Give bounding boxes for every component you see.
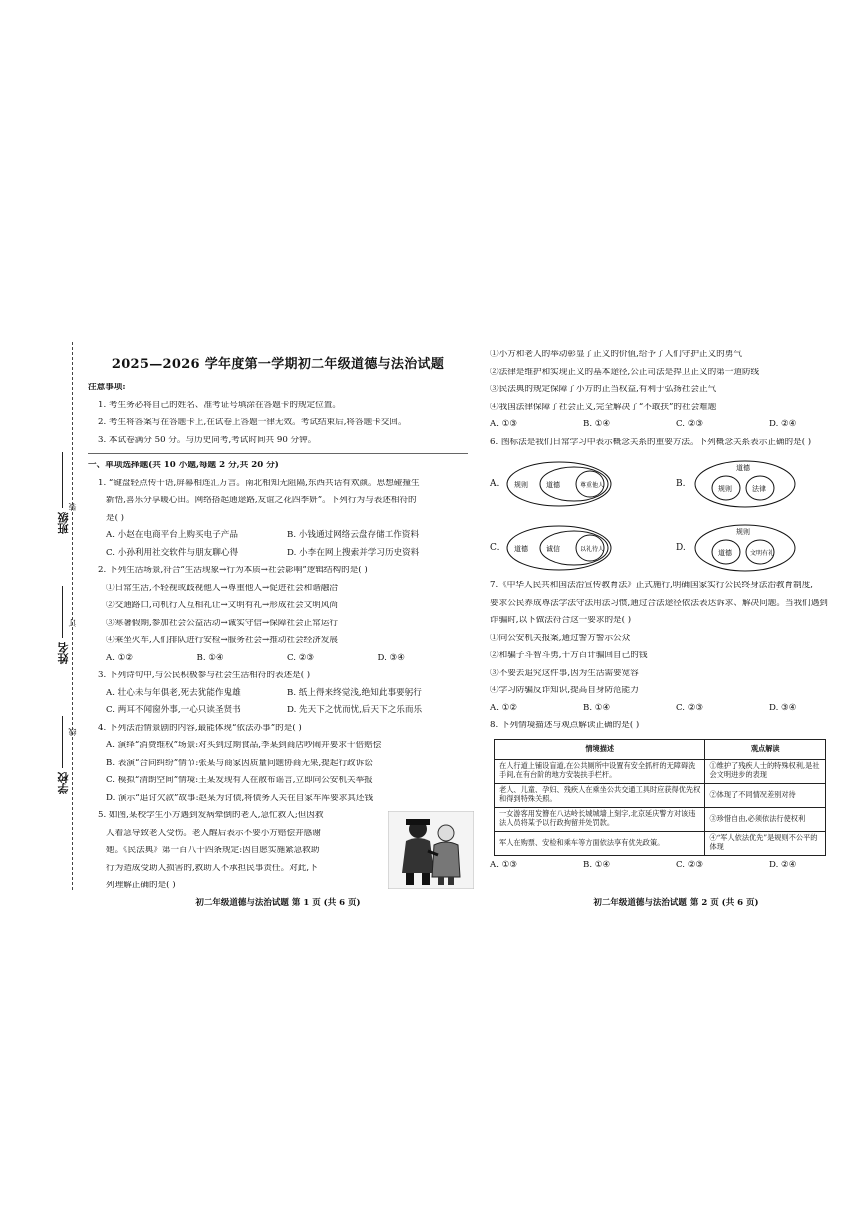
venn-row-1 [490, 455, 862, 513]
option-a[interactable]: A. 演绎“消费维权”场景:对买到过期食品,李某到商店吵闹并要求十倍赔偿 [106, 741, 382, 750]
class-fill-line[interactable] [62, 452, 64, 508]
binding-dotted-line [72, 342, 73, 890]
statement-item: ③民法典的规定保障了小方的正当权益,有利于弘扬社会正气 [490, 385, 717, 394]
question-5-options [490, 420, 862, 431]
venn-right-label: 文明有礼 [750, 550, 775, 557]
question-1-text: 是( ) [106, 513, 125, 523]
option-b[interactable]: B. 纸上得来终觉浅,绝知此事要躬行 [287, 687, 422, 698]
notes-heading: 注意事项: [88, 383, 126, 392]
table-cell: ②体现了不同情况差别对待 [705, 783, 826, 807]
statement-item: ①向公安机关报案,通过警方警示公众 [490, 633, 631, 643]
option-d[interactable]: D. ③④ [769, 702, 797, 713]
question-5-text: 她。《民法典》第一百八十四条规定:因自愿实施紧急救助 [106, 846, 320, 855]
venn-mid-label: 诚信 [546, 545, 560, 553]
name-fill-line[interactable] [62, 586, 64, 638]
option-a[interactable]: A. ①② [490, 702, 518, 713]
binding-tie-2: 订 [68, 619, 77, 627]
statement-item: ①日常生活,不轻视或歧视他人→尊重他人→促进社会和谐融洽 [106, 583, 338, 593]
option-c[interactable]: C. 两耳不闻窗外事,一心只读圣贤书 [106, 705, 241, 715]
page-2 [490, 336, 862, 908]
statement-item: ①小方和老人的举动彰显了正义的价值,给予了人们守护正义的勇气 [490, 350, 742, 359]
option-c[interactable]: C. ②③ [676, 419, 704, 429]
venn-letter: B. [676, 478, 686, 489]
question-6-text: 6. 图标法是我们日常学习中表示概念关系的重要方法。下列概念关系表示正确的是( ) [490, 437, 812, 447]
option-a[interactable]: A. 小赵在电商平台上购买电子产品 [106, 530, 238, 540]
venn-option-c[interactable] [490, 519, 676, 577]
statement-item: ④学习防骗反诈知识,提高自身防范能力 [490, 686, 639, 695]
option-a[interactable]: A. ①③ [490, 859, 518, 870]
venn-left-label: 规则 [718, 485, 732, 493]
school-label: 学校 [57, 772, 70, 794]
question-8-options [490, 861, 862, 872]
option-c[interactable]: C. ②③ [287, 652, 315, 663]
table-cell: ③珍惜自由,必须依法行使权利 [705, 807, 826, 831]
option-b[interactable]: B. 小钱通过网络云盘存储工作资料 [287, 530, 420, 540]
page-1 [88, 336, 468, 908]
table-cell: ④“军人依法优先”是规则不公平的体现 [705, 831, 826, 855]
venn-outer-label: 道德 [514, 545, 528, 553]
binding-tie-3: 线 [68, 728, 77, 736]
venn-d-diagram [690, 523, 800, 573]
venn-a-diagram [504, 459, 614, 509]
option-b[interactable]: B. ①④ [583, 702, 611, 713]
question-4-text: 4. 下列法治情景剧的内容,最能体现“依法办事”的是( ) [98, 723, 302, 733]
venn-left-label: 道德 [718, 549, 732, 557]
venn-outer-label: 规则 [514, 481, 528, 489]
venn-right-label: 法律 [752, 485, 766, 493]
option-c[interactable]: C. 小孙利用社交软件与朋友聊心得 [106, 547, 239, 558]
question-5-block [88, 811, 468, 892]
question-1-options [88, 549, 468, 560]
venn-c-diagram [504, 523, 614, 573]
option-c[interactable]: C. 模拟“清朗空间”情境:王某发现有人在散布谣言,立即向公安机关举报 [106, 776, 373, 785]
option-d[interactable]: D. 先天下之忧而忧,后天下之乐而乐 [287, 705, 423, 715]
question-7-text: 诈骗时,以下做法符合这一要求的是( ) [490, 616, 632, 625]
binding-margin [58, 336, 86, 896]
venn-outer-label: 道德 [736, 464, 750, 472]
table-row [495, 783, 826, 807]
question-1-options [88, 531, 468, 542]
statement-item: ②和骗子斗智斗勇,千方百计骗回自己的钱 [490, 651, 648, 660]
venn-letter: C. [490, 542, 500, 553]
name-label: 姓名 [57, 642, 70, 664]
statement-item: ④乘坐火车,人们排队进行安检→服务社会→推动社会经济发展 [106, 636, 338, 645]
question-1-text: 1. “键盘轻点传千语,屏幕相连汇万言。南北相知无阻隔,东西共话有欢颜。思想碰撞生 [98, 478, 420, 488]
venn-option-a[interactable] [490, 455, 676, 513]
option-d[interactable]: D. 演示“追讨欠款”故事:赵某为讨债,将债务人关在自家车库要求其还钱 [106, 793, 374, 803]
venn-outer-label: 规则 [736, 528, 750, 536]
question-7-text: 要求公民养成尊法学法守法用法习惯,通过合法途径依法表达诉求、解决问题。当我们遇到 [490, 598, 828, 608]
question-1-text: 新悟,喜乐分享暖心田。网络搭起通途路,友谊之花四季妍”。下列行为与表述相符的 [106, 496, 417, 505]
question-7-options [490, 704, 862, 715]
page-2-footer: 初二年级道德与法治试题 第 2 页 (共 6 页) [593, 898, 759, 908]
exam-title: 2025—2026 学年度第一学期初二年级道德与法治试题 [111, 357, 445, 372]
question-5-text: 列理解正确的是( ) [106, 881, 176, 890]
question-3-options [88, 706, 468, 717]
table-cell: 军人在购票、安检和乘车等方面依法享有优先政策。 [495, 831, 705, 855]
option-b[interactable]: B. ①④ [196, 652, 224, 663]
question-3-text: 3. 下列诗句中,与公民积极参与社会生活相符的表述是( ) [98, 671, 311, 680]
section-heading: 一、单项选择题(共 10 小题,每题 2 分,共 20 分) [88, 461, 279, 470]
venn-letter: A. [490, 478, 500, 489]
note-item: 2. 考生将答案写在答题卡上,在试卷上答题一律无效。考试结束后,将答题卡交回。 [98, 418, 407, 427]
table-row [495, 807, 826, 831]
option-d[interactable]: D. ②④ [769, 859, 797, 870]
option-a[interactable]: A. 壮心未与年俱老,死去犹能作鬼雄 [106, 687, 241, 698]
rescue-illustration [388, 811, 474, 889]
binding-tie-1: 装 [68, 503, 77, 511]
venn-option-b[interactable] [676, 455, 862, 513]
table-header: 情境描述 [495, 739, 705, 759]
question-2-text: 2. 下列生活场景,符合“生活现象→行为本质→社会影响”逻辑结构的是( ) [98, 566, 368, 575]
table-cell: 一女游客用发簪在八达岭长城城墙上刻字,北京延庆警方对该违法人员将某予以行政拘留并处罚款。 [495, 807, 705, 831]
option-d[interactable]: D. 小李在网上搜索并学习历史资料 [287, 547, 420, 558]
table-header: 观点解读 [705, 739, 826, 759]
venn-letter: D. [676, 542, 686, 553]
table-row [495, 831, 826, 855]
option-c[interactable]: C. ②③ [676, 702, 704, 713]
statement-item: ③寒暑假期,参加社会公益活动→诚实守信→保障社会正常运行 [106, 618, 338, 628]
venn-inner-label: 尊重他人 [580, 482, 605, 489]
exam-sheet [58, 336, 858, 926]
table-cell: ①维护了残疾人士的特殊权利,是社会文明进步的表现 [705, 759, 826, 783]
table-row [495, 759, 826, 783]
question-3-options [88, 689, 468, 700]
school-fill-line[interactable] [62, 716, 64, 768]
venn-mid-label: 道德 [546, 481, 560, 489]
venn-row-2 [490, 519, 862, 577]
question-7-text: 7.《中华人民共和国法治宣传教育法》正式施行,明确国家实行公民终身法治教育制度, [490, 581, 814, 590]
option-c[interactable]: C. ②③ [676, 859, 704, 870]
option-b[interactable]: B. 表演“合同纠纷”情节:张某与商家因质量问题协商无果,提起行政诉讼 [106, 758, 373, 768]
venn-option-d[interactable] [676, 519, 862, 577]
question-2-options [88, 654, 468, 665]
option-b[interactable]: B. ①④ [583, 419, 611, 429]
class-label: 班级 [57, 512, 70, 534]
option-a[interactable]: A. ①② [106, 652, 134, 663]
scenario-table [494, 739, 826, 856]
note-item: 3. 本试卷满分 50 分。与历史同考,考试时间共 90 分钟。 [98, 435, 317, 445]
question-5-text: 5. 如图,某校学生小方遇到发病晕倒的老人,急忙救人;但因救 [98, 811, 324, 820]
question-8-text: 8. 下列情境描述与观点解读正确的是( ) [490, 721, 640, 730]
statement-item: ③不要去追究这件事,因为生活需要宽容 [490, 668, 639, 678]
note-item: 1. 考生务必将自己的姓名、准考证号填涂在答题卡的规定位置。 [98, 400, 341, 410]
option-d[interactable]: D. ②④ [769, 419, 797, 429]
table-cell: 在人行道上铺设盲道,在公共厕所中设置有安全抓杆的无障碍洗手间,在有台阶的地方安装扶手栏杆。 [495, 759, 705, 783]
option-b[interactable]: B. ①④ [583, 859, 611, 870]
table-cell: 老人、儿童、孕妇、残疾人在乘坐公共交通工具时应获得优先权和得到特殊关照。 [495, 783, 705, 807]
venn-inner-label: 以礼待人 [580, 546, 605, 553]
question-5-text: 人着急导致老人受伤。老人醒后表示不要小方赔偿并感谢 [106, 828, 321, 838]
page-1-footer: 初二年级道德与法治试题 第 1 页 (共 6 页) [195, 898, 361, 908]
option-a[interactable]: A. ①③ [490, 419, 518, 429]
statement-item: ④我国法律保障了社会正义,完全解决了“不敢扶”的社会难题 [490, 402, 717, 412]
statement-item: ②交通路口,司机行人互相礼让→文明有礼→形成社会文明风尚 [106, 601, 338, 610]
question-5-text: 行为造成受助人损害的,救助人不承担民事责任。对此,下 [106, 863, 318, 873]
venn-b-diagram [690, 459, 800, 509]
option-d[interactable]: D. ③④ [377, 652, 405, 663]
statement-item: ②法律是维护和实现正义的基本途径,公正司法是捍卫正义的第一道防线 [490, 367, 760, 377]
notes-divider [88, 453, 468, 455]
